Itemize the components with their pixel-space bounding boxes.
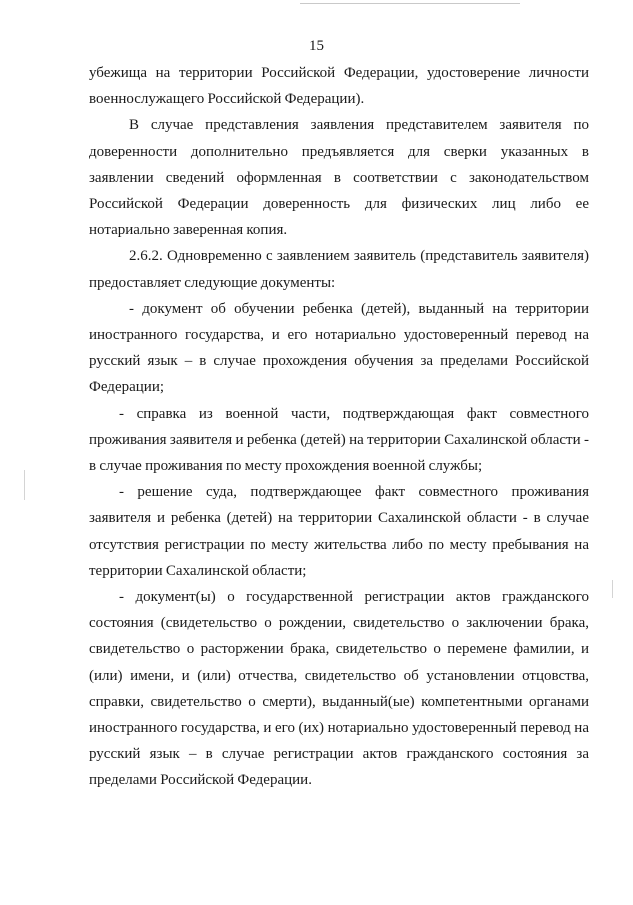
scan-artifact-line — [300, 3, 520, 4]
scan-artifact-mark — [24, 470, 25, 500]
list-item-court-decision: - решение суда, подтверждающее факт совместного проживания заявителя и ребенка (детей) на территории Сахалинской области - в случае отсутствия регистрации по месту жительства либо по месту пребывания на территории Сахалинской области; — [89, 484, 589, 579]
list-item-military-certificate: - справка из военной части, подтверждающая факт совместного проживания заявителя и ребенка (детей) на территории Сахалинской области - в случае проживания по месту прохождения военной службы; — [89, 405, 589, 475]
paragraph-representative: В случае представления заявления представителем заявителя по доверенности дополнительно предъявляется для сверки указанных в заявлении сведений оформленная в соответствии с законодательством Российской Федерации доверенность для физических лиц либо ее нотариально заверенная копия. — [89, 117, 589, 239]
list-item-civil-registration: - документ(ы) о государственной регистрации актов гражданского состояния (свидетельство о рождении, свидетельство о заключении брака, свидетельство о расторжении брака, свидетельство о перемене фамилии, и (или) имени, и (или) отчества, свидетельство об установлении отцовства, справки, свидетельство о смерти), выданный(ые) компетентными органами иностранного государства, и его (их) нотариально удостоверенный перевод на русский язык – в случае регистрации актов гражданского состояния за пределами Российской Федерации. — [89, 589, 589, 789]
page-number: 15 — [309, 38, 324, 54]
document-body — [89, 60, 589, 794]
paragraph-clause-2-6-2: 2.6.2. Одновременно с заявлением заявитель (представитель заявителя) предоставляет следующие документы: — [89, 248, 589, 291]
paragraph-continuation: убежища на территории Российской Федерации, удостоверение личности военнослужащего Российской Федерации). — [89, 65, 589, 108]
scan-artifact-mark — [612, 580, 613, 598]
list-item-education-document: - документ об обучении ребенка (детей), выданный на территории иностранного государства, и его нотариально удостоверенный перевод на русский язык – в случае прохождения обучения за пределами Российской Федерации; — [89, 300, 589, 396]
